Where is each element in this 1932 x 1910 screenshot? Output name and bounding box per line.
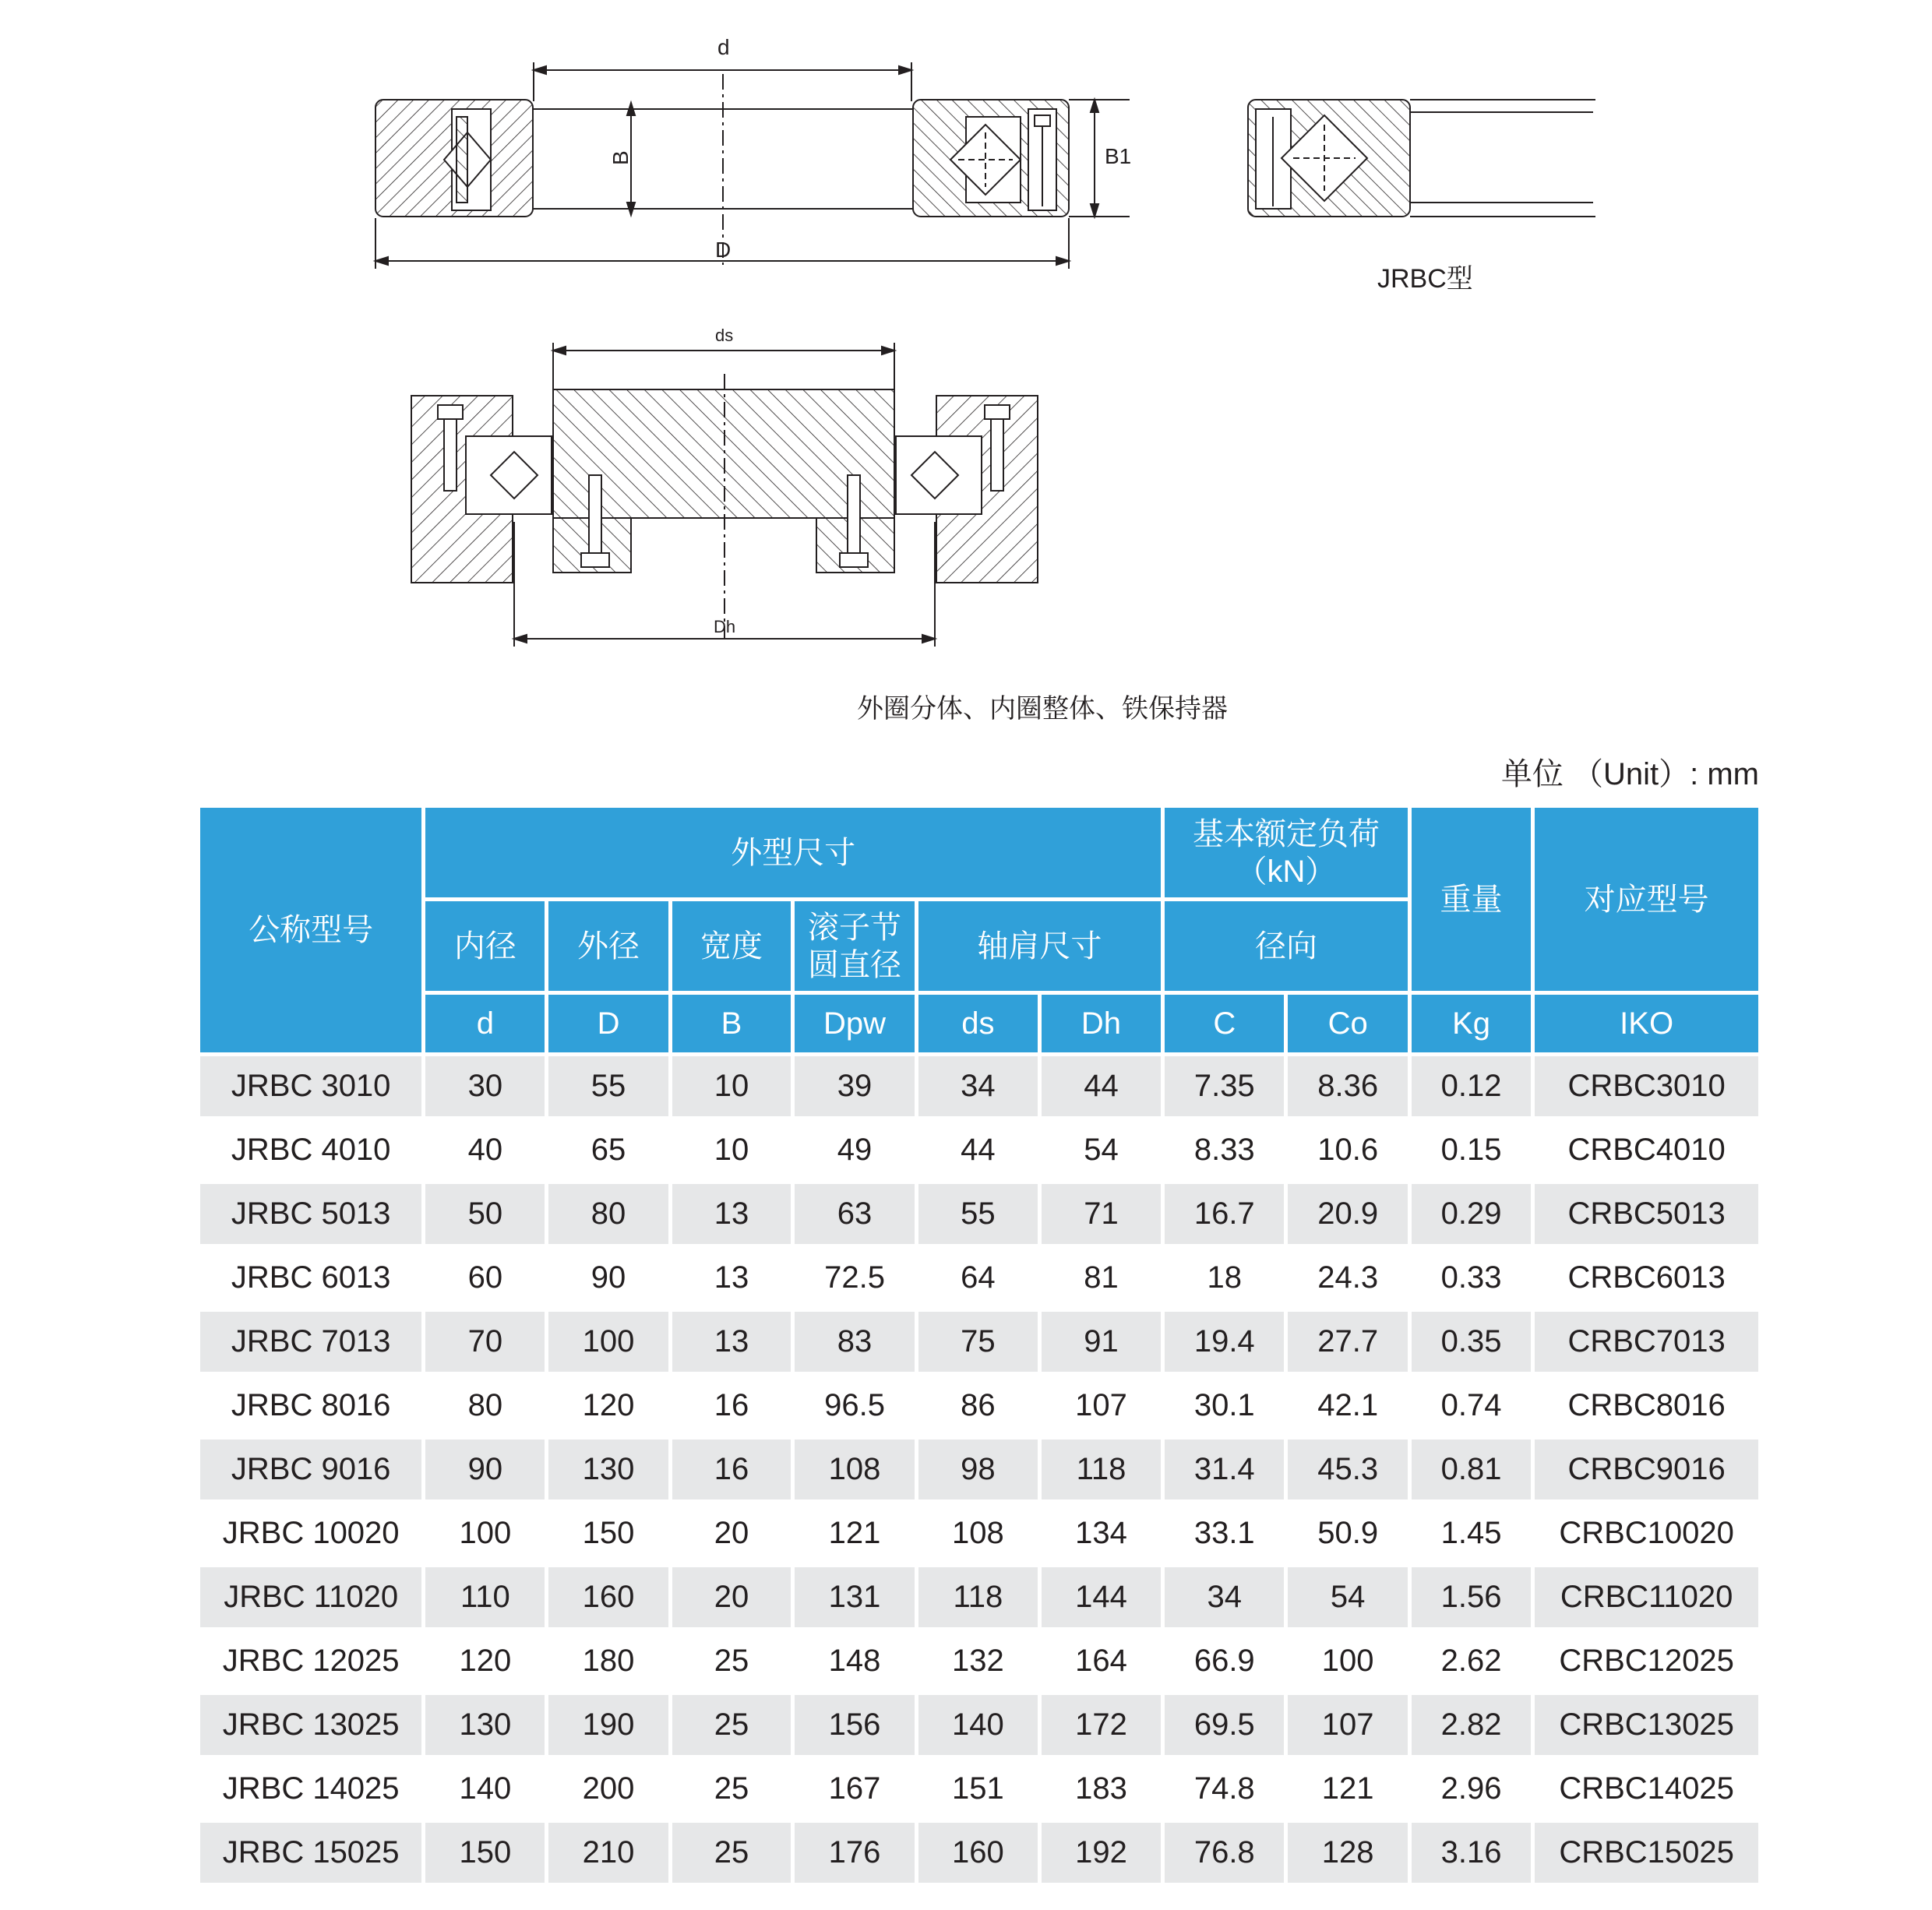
table-cell: 25 [672, 1695, 791, 1755]
table-cell: JRBC 14025 [200, 1759, 421, 1819]
header-load-line1: 基本额定负荷 [1192, 816, 1380, 851]
table-cell: 100 [548, 1312, 668, 1372]
table-cell: 2.62 [1412, 1631, 1531, 1691]
header-dpw [795, 901, 914, 991]
table-cell: 110 [425, 1567, 545, 1627]
table-cell: 200 [548, 1759, 668, 1819]
table-cell: 0.15 [1412, 1120, 1531, 1180]
unit-label: 单位 （Unit）: mm [1500, 757, 1759, 791]
table-cell: 13 [672, 1184, 791, 1244]
table-cell: 90 [425, 1440, 545, 1499]
header-dpw-line1: 滚子节 [808, 910, 902, 945]
table-cell: 0.12 [1412, 1056, 1531, 1116]
split-outer-ring-drawing [405, 327, 1052, 654]
table-row [200, 1631, 1758, 1691]
table-row [200, 1056, 1758, 1116]
table-row [200, 1248, 1758, 1308]
table-cell: 132 [918, 1631, 1038, 1691]
table-cell: 2.96 [1412, 1759, 1531, 1819]
table-cell: 172 [1042, 1695, 1161, 1755]
table-cell: 0.81 [1412, 1440, 1531, 1499]
table-cell: 160 [918, 1823, 1038, 1883]
table-cell: 160 [548, 1567, 668, 1627]
dim-label-B1: B1 [1105, 144, 1132, 168]
table-cell: 120 [425, 1631, 545, 1691]
table-cell: 183 [1042, 1759, 1161, 1819]
table-row [200, 1440, 1758, 1499]
header-sym-Dpw: Dpw [795, 995, 914, 1052]
header-sym-B: B [672, 995, 791, 1052]
table-row [200, 1695, 1758, 1755]
table-cell: 134 [1042, 1503, 1161, 1563]
table-cell: 72.5 [795, 1248, 914, 1308]
table-cell: 192 [1042, 1823, 1161, 1883]
table-cell: 150 [425, 1823, 545, 1883]
table-cell: 10 [672, 1120, 791, 1180]
dim-label-D: D [715, 238, 732, 262]
header-inner-dia: 内径 [425, 901, 545, 991]
header-sym-C: C [1165, 995, 1284, 1052]
table-cell: 180 [548, 1631, 668, 1691]
header-sym-Kg: Kg [1412, 995, 1531, 1052]
table-cell: JRBC 12025 [200, 1631, 421, 1691]
table-cell: 30 [425, 1056, 545, 1116]
table-cell: 190 [548, 1695, 668, 1755]
table-row [200, 1120, 1758, 1180]
table-cell: 8.36 [1288, 1056, 1407, 1116]
table-cell: 27.7 [1288, 1312, 1407, 1372]
table-cell: 10.6 [1288, 1120, 1407, 1180]
table-cell: 40 [425, 1120, 545, 1180]
table-cell: 140 [425, 1759, 545, 1819]
table-cell: 91 [1042, 1312, 1161, 1372]
table-cell: JRBC 8016 [200, 1376, 421, 1436]
table-cell: CRBC12025 [1535, 1631, 1758, 1691]
table-cell: 130 [548, 1440, 668, 1499]
table-cell: 0.33 [1412, 1248, 1531, 1308]
table-cell: CRBC14025 [1535, 1759, 1758, 1819]
table-cell: CRBC13025 [1535, 1695, 1758, 1755]
table-cell: 64 [918, 1248, 1038, 1308]
table-cell: 0.29 [1412, 1184, 1531, 1244]
table-cell: 120 [548, 1376, 668, 1436]
table-cell: 25 [672, 1823, 791, 1883]
table-cell: 44 [918, 1120, 1038, 1180]
table-cell: 13 [672, 1248, 791, 1308]
cross-section-drawing-main [358, 31, 1184, 288]
table-cell: 42.1 [1288, 1376, 1407, 1436]
table-cell: 118 [1042, 1440, 1161, 1499]
table-cell: JRBC 4010 [200, 1120, 421, 1180]
table-cell: CRBC3010 [1535, 1056, 1758, 1116]
dim-label-B: B [608, 150, 633, 165]
table-cell: 128 [1288, 1823, 1407, 1883]
split-ring-caption: 外圈分体、内圈整体、铁保持器 [857, 694, 1228, 724]
table-cell: 70 [425, 1312, 545, 1372]
table-cell: 54 [1042, 1120, 1161, 1180]
table-cell: JRBC 3010 [200, 1056, 421, 1116]
table-cell: 34 [918, 1056, 1038, 1116]
table-row [200, 1503, 1758, 1563]
table-cell: 140 [918, 1695, 1038, 1755]
table-cell: 34 [1165, 1567, 1284, 1627]
table-cell: CRBC15025 [1535, 1823, 1758, 1883]
table-cell: 96.5 [795, 1376, 914, 1436]
table-row [200, 1823, 1758, 1883]
table-row [200, 1567, 1758, 1627]
header-weight: 重量 [1412, 808, 1531, 991]
table-cell: CRBC7013 [1535, 1312, 1758, 1372]
table-cell: 71 [1042, 1184, 1161, 1244]
table-cell: 20.9 [1288, 1184, 1407, 1244]
table-cell: 20 [672, 1567, 791, 1627]
jrbc-type-caption: JRBC型 [1377, 264, 1473, 294]
table-cell: JRBC 5013 [200, 1184, 421, 1244]
header-radial: 径向 [1165, 901, 1408, 991]
table-cell: 121 [1288, 1759, 1407, 1819]
table-cell: 50.9 [1288, 1503, 1407, 1563]
table-cell: 83 [795, 1312, 914, 1372]
header-dimensions: 外型尺寸 [425, 808, 1161, 897]
table-cell: 107 [1042, 1376, 1161, 1436]
table-body [200, 1056, 1758, 1883]
table-cell: 100 [425, 1503, 545, 1563]
table-cell: 25 [672, 1631, 791, 1691]
header-width: 宽度 [672, 901, 791, 991]
header-load-line2: （kN） [1236, 854, 1337, 889]
table-cell: 31.4 [1165, 1440, 1284, 1499]
table-row [200, 1759, 1758, 1819]
table-cell: 44 [1042, 1056, 1161, 1116]
table-cell: JRBC 7013 [200, 1312, 421, 1372]
table-cell: 0.74 [1412, 1376, 1531, 1436]
table-cell: 45.3 [1288, 1440, 1407, 1499]
table-cell: CRBC8016 [1535, 1376, 1758, 1436]
table-cell: 0.35 [1412, 1312, 1531, 1372]
table-cell: 210 [548, 1823, 668, 1883]
table-cell: 39 [795, 1056, 914, 1116]
jrbc-type-drawing [1239, 93, 1605, 234]
table-cell: 60 [425, 1248, 545, 1308]
table-cell: 164 [1042, 1631, 1161, 1691]
header-load-rating [1165, 808, 1408, 897]
header-sym-D: D [548, 995, 668, 1052]
header-sym-Dh: Dh [1042, 995, 1161, 1052]
table-cell: 86 [918, 1376, 1038, 1436]
table-cell: 55 [548, 1056, 668, 1116]
header-sym-d: d [425, 995, 545, 1052]
dim-label-d: d [717, 35, 730, 59]
table-cell: 33.1 [1165, 1503, 1284, 1563]
table-cell: 107 [1288, 1695, 1407, 1755]
table-cell: 49 [795, 1120, 914, 1180]
table-cell: 54 [1288, 1567, 1407, 1627]
header-sym-Co: Co [1288, 995, 1407, 1052]
table-cell: 55 [918, 1184, 1038, 1244]
table-cell: 19.4 [1165, 1312, 1284, 1372]
table-cell: 20 [672, 1503, 791, 1563]
table-cell: 69.5 [1165, 1695, 1284, 1755]
table-cell: 108 [918, 1503, 1038, 1563]
table-cell: 176 [795, 1823, 914, 1883]
table-cell: JRBC 6013 [200, 1248, 421, 1308]
table-cell: 2.82 [1412, 1695, 1531, 1755]
table-cell: 80 [425, 1376, 545, 1436]
table-cell: 108 [795, 1440, 914, 1499]
table-cell: 167 [795, 1759, 914, 1819]
table-cell: 16.7 [1165, 1184, 1284, 1244]
table-cell: JRBC 9016 [200, 1440, 421, 1499]
table-row [200, 1184, 1758, 1244]
table-cell: 10 [672, 1056, 791, 1116]
table-cell: 144 [1042, 1567, 1161, 1627]
table-cell: 18 [1165, 1248, 1284, 1308]
table-cell: 3.16 [1412, 1823, 1531, 1883]
table-cell: 75 [918, 1312, 1038, 1372]
table-cell: CRBC5013 [1535, 1184, 1758, 1244]
table-cell: 66.9 [1165, 1631, 1284, 1691]
table-cell: 1.56 [1412, 1567, 1531, 1627]
table-cell: 121 [795, 1503, 914, 1563]
table-cell: 100 [1288, 1631, 1407, 1691]
table-cell: CRBC11020 [1535, 1567, 1758, 1627]
table-cell: JRBC 11020 [200, 1567, 421, 1627]
table-cell: 156 [795, 1695, 914, 1755]
table-cell: 63 [795, 1184, 914, 1244]
header-iko: 对应型号 [1535, 808, 1758, 991]
table-cell: 13 [672, 1312, 791, 1372]
table-cell: 1.45 [1412, 1503, 1531, 1563]
table-cell: CRBC9016 [1535, 1440, 1758, 1499]
table-cell: 7.35 [1165, 1056, 1284, 1116]
header-shoulder: 轴肩尺寸 [918, 901, 1161, 991]
table-cell: 76.8 [1165, 1823, 1284, 1883]
table-cell: 151 [918, 1759, 1038, 1819]
table-cell: 150 [548, 1503, 668, 1563]
table-cell: 90 [548, 1248, 668, 1308]
header-outer-dia: 外径 [548, 901, 668, 991]
table-cell: 16 [672, 1440, 791, 1499]
table-cell: 98 [918, 1440, 1038, 1499]
header-model: 公称型号 [200, 808, 421, 1052]
table-cell: 80 [548, 1184, 668, 1244]
table-cell: CRBC4010 [1535, 1120, 1758, 1180]
table-cell: 30.1 [1165, 1376, 1284, 1436]
table-cell: 16 [672, 1376, 791, 1436]
table-cell: 131 [795, 1567, 914, 1627]
table-cell: 50 [425, 1184, 545, 1244]
dim-label-Dh: Dh [714, 617, 736, 636]
table-cell: 24.3 [1288, 1248, 1407, 1308]
table-row [200, 1312, 1758, 1372]
dim-label-ds: ds [715, 327, 734, 345]
table-cell: 65 [548, 1120, 668, 1180]
specification-table [196, 804, 1762, 1887]
table-cell: 74.8 [1165, 1759, 1284, 1819]
table-cell: 8.33 [1165, 1120, 1284, 1180]
header-sym-IKO: IKO [1535, 995, 1758, 1052]
table-cell: JRBC 10020 [200, 1503, 421, 1563]
table-cell: 130 [425, 1695, 545, 1755]
table-cell: 81 [1042, 1248, 1161, 1308]
table-row [200, 1376, 1758, 1436]
table-cell: 148 [795, 1631, 914, 1691]
table-cell: JRBC 13025 [200, 1695, 421, 1755]
header-dpw-line2: 圆直径 [808, 947, 902, 982]
table-cell: CRBC6013 [1535, 1248, 1758, 1308]
table-cell: CRBC10020 [1535, 1503, 1758, 1563]
header-sym-ds: ds [918, 995, 1038, 1052]
table-cell: 25 [672, 1759, 791, 1819]
table-cell: 118 [918, 1567, 1038, 1627]
table-cell: JRBC 15025 [200, 1823, 421, 1883]
